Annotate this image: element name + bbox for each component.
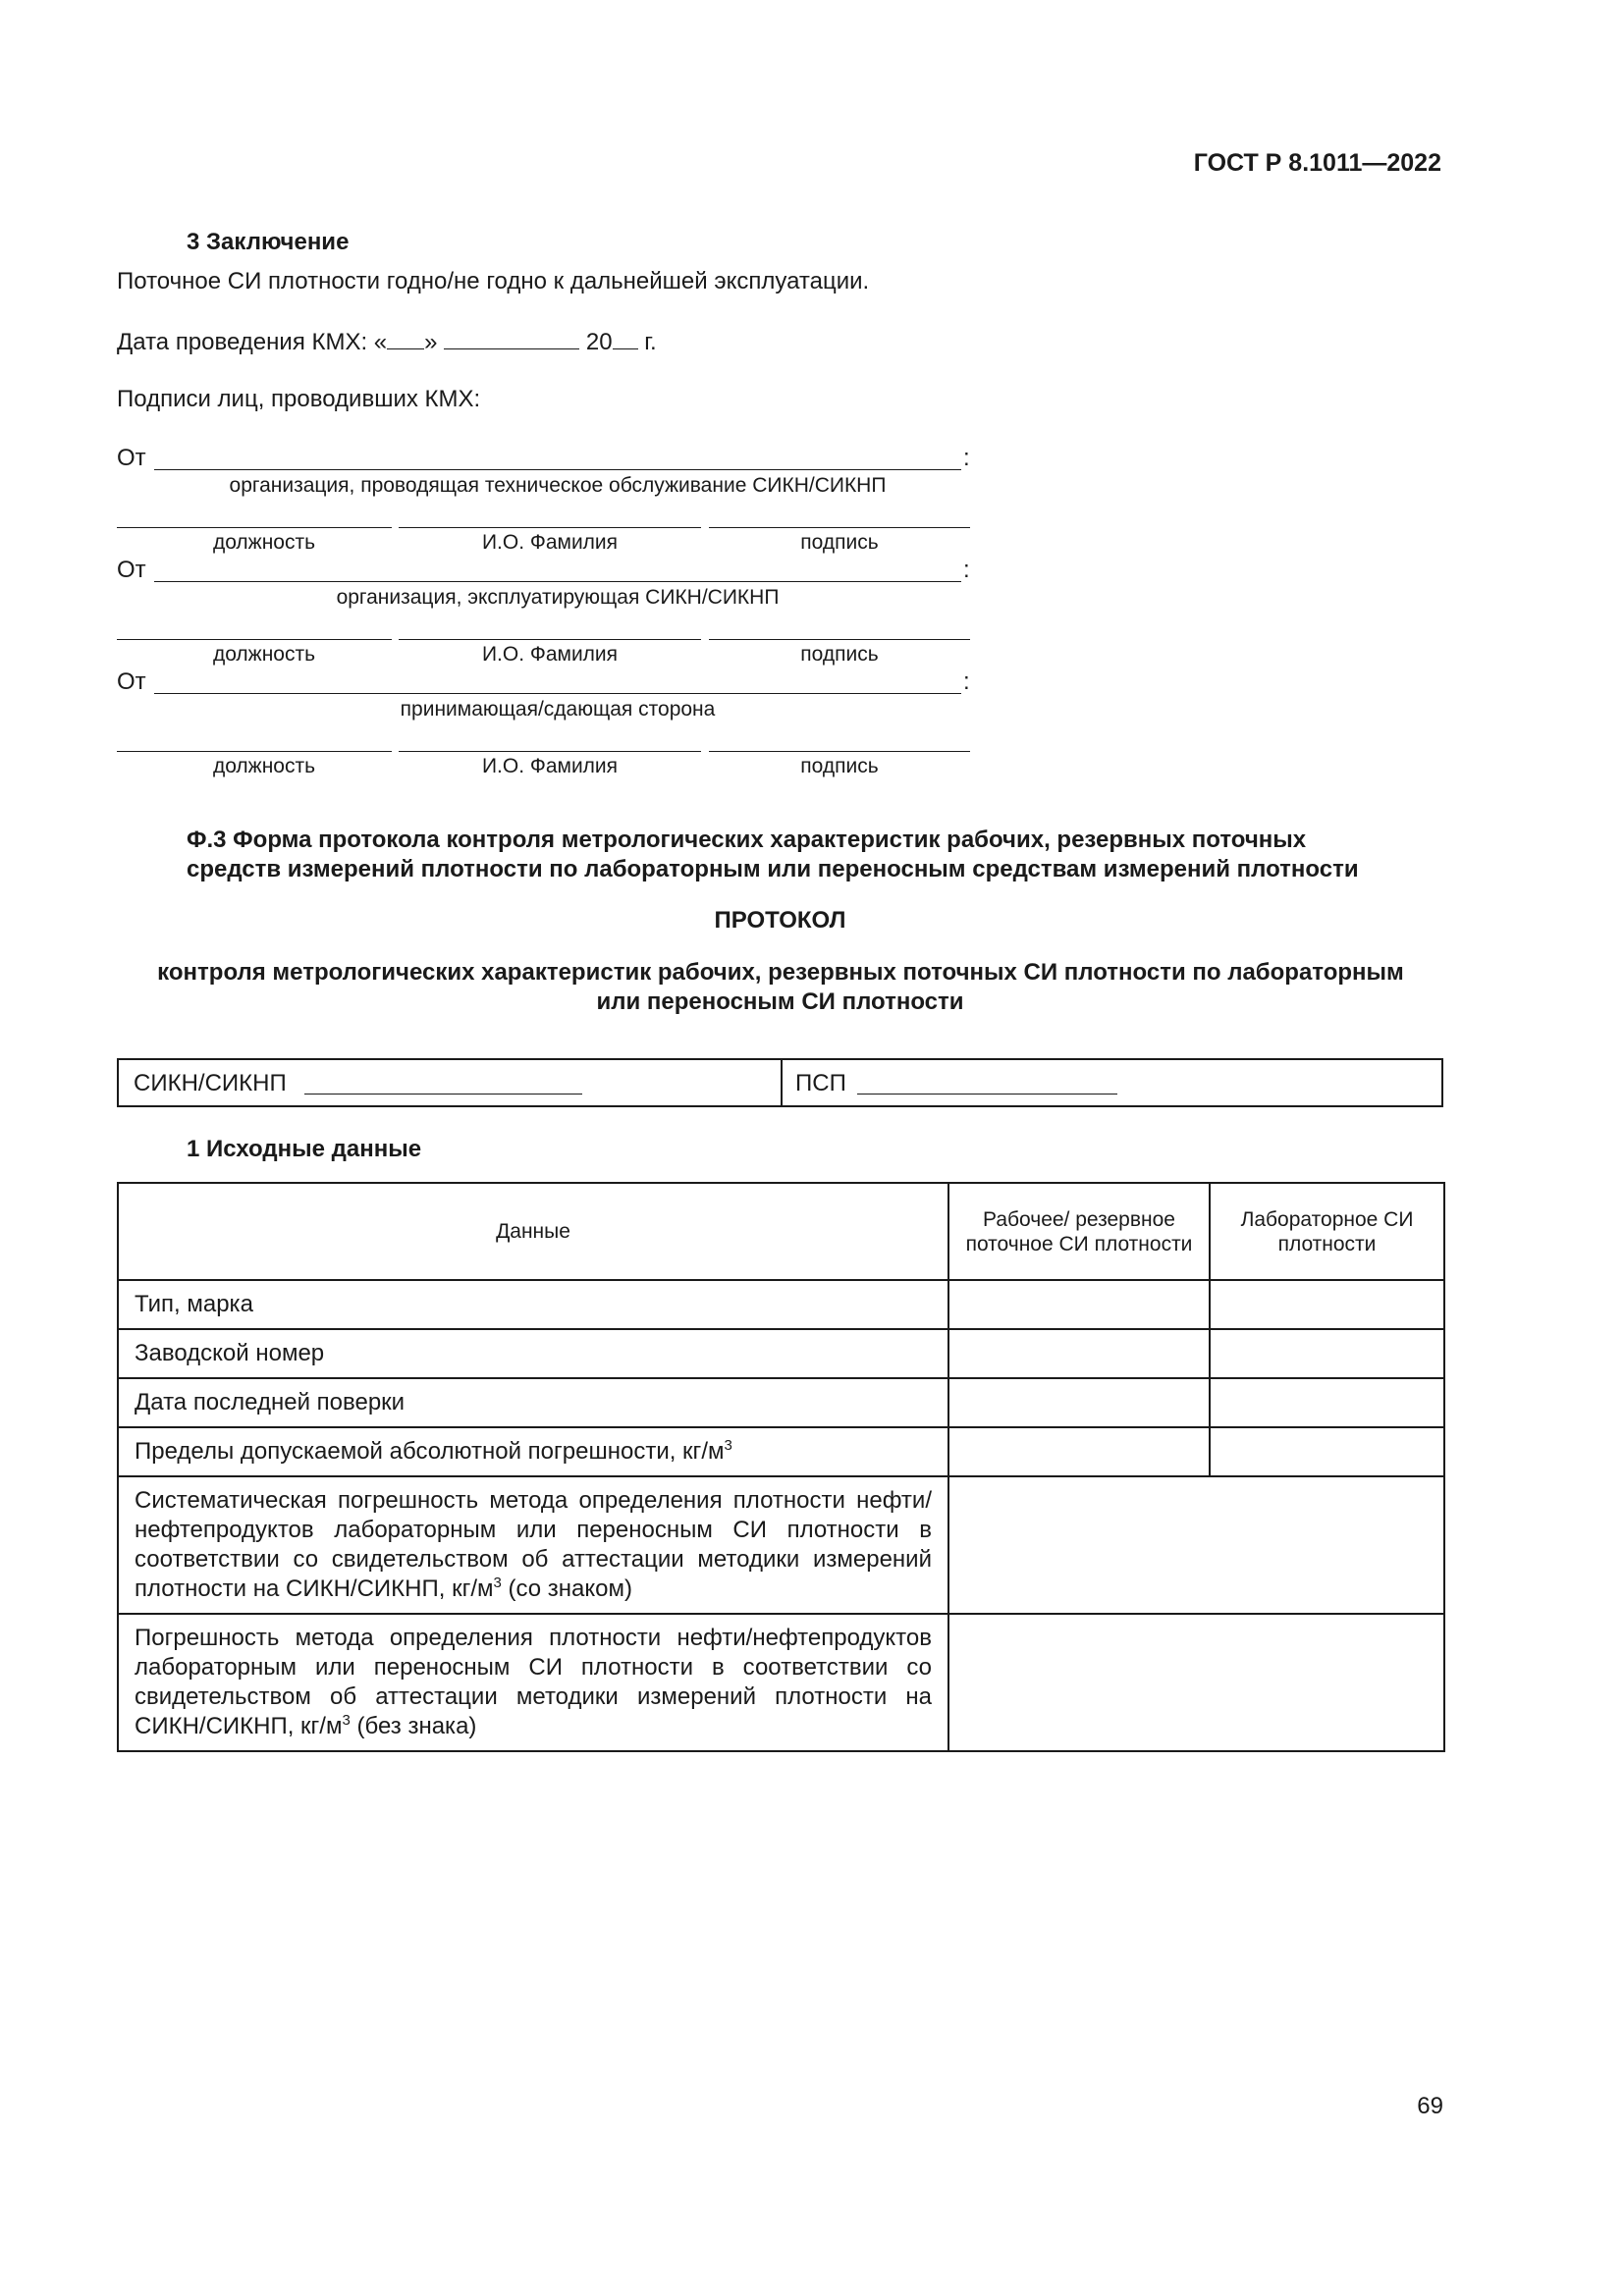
working-si-cell[interactable] — [948, 1378, 1210, 1427]
position-caption: должность — [212, 643, 316, 666]
name-line[interactable] — [399, 639, 701, 640]
table-header-row — [118, 1183, 1444, 1280]
date-prefix: Дата проведения КМХ: « — [117, 329, 388, 355]
position-line[interactable] — [117, 751, 392, 752]
col-header-lab-si: Лабораторное СИ плотности — [1210, 1183, 1444, 1280]
kmh-date-line — [117, 327, 657, 356]
signature-line[interactable] — [709, 639, 970, 640]
org-line[interactable] — [154, 693, 961, 694]
row-label: Систематическая погрешность метода определения плотности нефти/ нефтепродуктов лабораторным или переносным СИ плотности в соответствии со свидетельством об аттестации методики измерений плотности на СИКН/СИКНП, $кг/м^3$ (со знаком) — [118, 1476, 948, 1614]
initial-data-table — [117, 1182, 1445, 1752]
form-title-line-1: Ф.3 Форма протокола контроля метрологических характеристик рабочих, резервных поточных — [187, 827, 1307, 853]
name-caption: И.О. Фамилия — [481, 643, 619, 666]
org-line[interactable] — [154, 469, 961, 470]
row-label: Тип, марка — [118, 1280, 948, 1329]
sikn-input-line[interactable] — [304, 1094, 582, 1095]
station-info-box — [117, 1058, 1443, 1107]
lab-si-cell[interactable] — [1210, 1427, 1444, 1476]
signature-caption: подпись — [800, 531, 879, 554]
protocol-subtitle-line-1: контроля метрологических характеристик рабочих, резервных поточных СИ плотности по лабораторным — [157, 959, 1404, 986]
table-row — [118, 1329, 1444, 1378]
table-row — [118, 1427, 1444, 1476]
conclusion-statement: Поточное СИ плотности годно/не годно к дальнейшей эксплуатации. — [117, 268, 870, 294]
signature-caption: подпись — [800, 643, 879, 666]
initial-data-heading: 1 Исходные данные — [187, 1136, 422, 1162]
date-suffix: г. — [644, 329, 657, 355]
year-blank[interactable] — [613, 327, 638, 349]
position-line[interactable] — [117, 527, 392, 528]
working-si-cell[interactable] — [948, 1427, 1210, 1476]
name-line[interactable] — [399, 751, 701, 752]
sikn-label: СИКН/СИКНП — [134, 1070, 287, 1096]
org-caption: принимающая/сдающая сторона — [400, 698, 716, 721]
row-label: Пределы допускаемой абсолютной погрешности, $кг/м^3$ — [118, 1427, 948, 1476]
psp-input-line[interactable] — [857, 1094, 1117, 1095]
org-caption: организация, проводящая техническое обслуживание СИКН/СИКНП — [229, 474, 887, 497]
conclusion-heading: 3 Заключение — [187, 229, 350, 255]
signature-caption: подпись — [800, 755, 879, 777]
position-caption: должность — [212, 531, 316, 554]
signature-line[interactable] — [709, 527, 970, 528]
month-blank[interactable] — [444, 327, 579, 349]
lab-si-cell[interactable] — [1210, 1280, 1444, 1329]
from-label: От — [117, 445, 146, 471]
signatures-label: Подписи лиц, проводивших КМХ: — [117, 386, 481, 412]
page-number: 69 — [1417, 2093, 1443, 2119]
document-code: ГОСТ Р 8.1011—2022 — [1193, 149, 1441, 177]
org-caption: организация, эксплуатирующая СИКН/СИКНП — [336, 586, 780, 609]
colon: : — [963, 557, 970, 583]
working-si-cell[interactable] — [948, 1280, 1210, 1329]
name-line[interactable] — [399, 527, 701, 528]
col-header-working-si: Рабочее/ резервное поточное СИ плотности — [948, 1183, 1210, 1280]
lab-si-cell[interactable] — [1210, 1378, 1444, 1427]
colon: : — [963, 668, 970, 695]
table-row — [118, 1614, 1444, 1751]
name-caption: И.О. Фамилия — [481, 755, 619, 777]
merged-value-cell[interactable] — [948, 1476, 1444, 1614]
row-label: Дата последней поверки — [118, 1378, 948, 1427]
row-label: Заводской номер — [118, 1329, 948, 1378]
org-line[interactable] — [154, 581, 961, 582]
col-header-data: Данные — [118, 1183, 948, 1280]
station-box-divider — [781, 1060, 783, 1105]
working-si-cell[interactable] — [948, 1329, 1210, 1378]
lab-si-cell[interactable] — [1210, 1329, 1444, 1378]
row-label: Погрешность метода определения плотности нефти/нефтепродуктов лабораторным или переносным СИ плотности в соответствии со свидетельством об аттестации методики измерений плотности на СИКН/СИКНП, $кг/м^3$ (без знака) — [118, 1614, 948, 1751]
protocol-subtitle-line-2: или переносным СИ плотности — [596, 988, 964, 1015]
signature-line[interactable] — [709, 751, 970, 752]
table-row — [118, 1280, 1444, 1329]
colon: : — [963, 445, 970, 471]
table-row — [118, 1378, 1444, 1427]
protocol-title: ПРОТОКОЛ — [714, 907, 846, 934]
from-label: От — [117, 668, 146, 695]
psp-label: ПСП — [795, 1070, 846, 1096]
position-line[interactable] — [117, 639, 392, 640]
table-row — [118, 1476, 1444, 1614]
merged-value-cell[interactable] — [948, 1614, 1444, 1751]
day-blank[interactable] — [387, 327, 424, 349]
name-caption: И.О. Фамилия — [481, 531, 619, 554]
position-caption: должность — [212, 755, 316, 777]
from-label: От — [117, 557, 146, 583]
date-quote-close: » — [424, 329, 438, 355]
form-title-line-2: средств измерений плотности по лабораторным или переносным средствам измерений плотности — [187, 856, 1359, 882]
date-year: 20 — [585, 329, 613, 355]
